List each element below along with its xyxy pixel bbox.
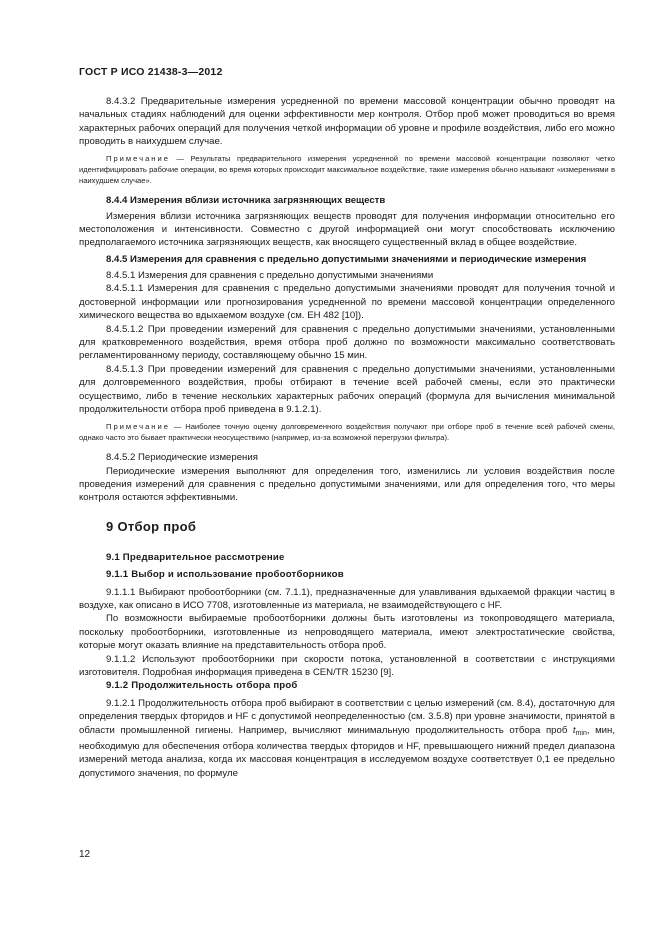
paragraph-8-4-5-2: 8.4.5.2 Периодические измерения [106,452,258,464]
document-body [79,95,615,785]
note-text: — Результаты предварительного измерения усредненной по времени массовой концентрации позволяют четко идентифицировать рабочие операции, во время которых происходит максимальное воздействие, такие измерения обычно называют «измерениями в наихудшем случае». [79,154,615,186]
note-text: — Наиболее точную оценку долговременного воздействия получают при отборе проб в течение всей рабочей смены, однако часто это бывает практически неосуществимо (например, из-за возможной перегрузки фильтра). [79,422,615,443]
note-1 [79,153,615,186]
heading-9-1-2: 9.1.2 Продолжительность отбора проб [106,680,298,692]
text-part-a: 9.1.2.1 Продолжительность отбора проб выбирают в соответствии с целью измерений (см. 8.4), достаточную для определения твердых фторидов и HF с допустимой неопределенностью (см. 3.5.8) при уровне значимости, принятой в области промышленной гигиены. Например, вычисляют минимальную продолжительность отбора проб [79,697,615,736]
paragraph-8-4-5-1-1: 8.4.5.1.1 Измерения для сравнения с предельно допустимыми значениями проводят для получения точной и достоверной информации или прогнозирования усредненной по времени массовой концентрации определенного химического вещества во вдыхаемом воздухе (см. ЕН 482 [10]). [79,283,615,322]
paragraph-9-1-1-1: 9.1.1.1 Выбирают пробоотборники (см. 7.1.1), предназначенные для улавливания вдыхаемой фракции частиц в воздухе, как описано в ИСО 7708, изготовленные из материала, не взаимодействующего с HF. [79,586,615,611]
paragraph-9-1-1-1-b: По возможности выбираемые пробоотборники должны быть изготовлены из токопроводящего материала, поскольку пробоотборники, изготовленные из непроводящего материала, имеют электростатические свойства, которые могут оказать влияние на представительность отбора проб. [79,613,615,652]
page-number: 12 [79,849,91,860]
note-2 [79,421,615,443]
note-label: Примечание [106,154,170,164]
document-header: ГОСТ Р ИСО 21438-3—2012 [79,66,223,78]
heading-9-1: 9.1 Предварительное рассмотрение [106,551,285,563]
paragraph-8-4-3-2: 8.4.3.2 Предварительные измерения усредненной по времени массовой концентрации обычно проводят на начальных стадиях наблюдений для оценки эффективности мер контроля. Отбор проб может проводиться во время характерных рабочих операций для получения четкой информации об уровне и профиле воздействия, либо его можно проводить в наихудшем случае. [79,96,615,148]
heading-9-1-1: 9.1.1 Выбор и использование пробоотборников [106,569,344,581]
paragraph-8-4-5-1-2: 8.4.5.1.2 При проведении измерений для сравнения с предельно допустимыми значениями, установленными для кратковременного воздействия, время отбора проб должно по возможности максимально соответствовать регламентированному периоду, составляющему обычно 15 мин. [79,323,615,362]
paragraph-8-4-5-1-3: 8.4.5.1.3 При проведении измерений для сравнения с предельно допустимыми значениями, установленными для долговременного воздействия, пробы отбирают в течение всей рабочей смены, если это практически осуществимо, либо в течение нескольких характерных рабочих операций (формула для вычисления минимальной продолжительности отбора проб приведена в 9.1.2.1). [79,363,615,416]
paragraph-9-1-1-2: 9.1.1.2 Используют пробоотборники при скорости потока, установленной в соответствии с инструкциями изготовителя. Подробная информация приведена в CEN/TR 15230 [9]. [79,653,615,678]
heading-8-4-4: 8.4.4 Измерения вблизи источника загрязняющих веществ [106,195,386,207]
section-heading-9: 9 Отбор проб [106,518,197,534]
variable-t: t [572,724,576,736]
paragraph-9-1-2-1 [79,697,615,780]
paragraph-8-4-5-1: 8.4.5.1 Измерения для сравнения с предельно допустимыми значениями [106,270,434,282]
variable-subscript: min [575,729,587,737]
paragraph-periodic: Периодические измерения выполняют для определения того, изменились ли условия воздействия после проведения измерений для сравнения с предельно допустимыми значениями, или для определения того, что меры контроля остаются эффективными. [79,465,615,504]
heading-8-4-5: 8.4.5 Измерения для сравнения с предельно допустимыми значениями и периодические измерения [106,254,587,266]
note-label: Примечание [106,422,170,432]
text-part-b: , мин, необходимую для обеспечения отбора количества твердых фторидов и HF, превышающего нижний предел диапазона измерений метода анализа, когда их массовая концентрация в исследуемом воздухе соответствует 0,1 ее предельно допустимого значения, по формуле [79,724,615,779]
paragraph-8-4-4: Измерения вблизи источника загрязняющих веществ проводят для получения информации относительно его местоположения и интенсивности. Совместно с другой информацией они могут способствовать исключению предполагаемого источника загрязняющих веществ, как вносящего существенный вклад в общее воздействие. [79,210,615,249]
